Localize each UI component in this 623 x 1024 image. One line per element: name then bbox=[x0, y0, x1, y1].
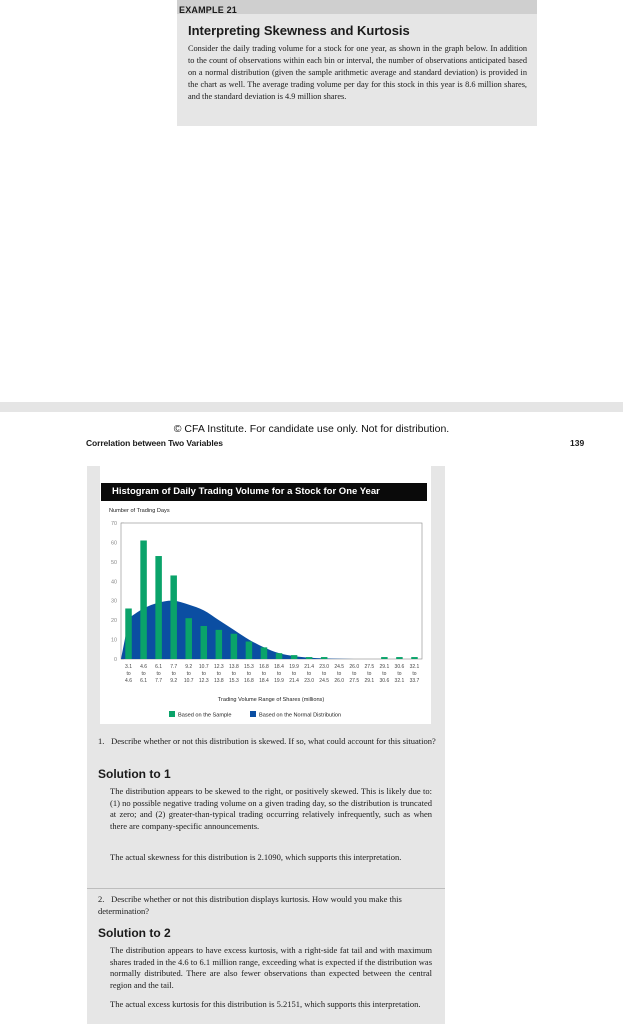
chart-title: Histogram of Daily Trading Volume for a Stock for One Year bbox=[101, 483, 427, 501]
x-tick-connector: to bbox=[171, 671, 176, 677]
x-tick-connector: to bbox=[382, 671, 387, 677]
x-tick-to: 6.1 bbox=[140, 678, 148, 684]
page-separator bbox=[0, 402, 623, 412]
x-tick-connector: to bbox=[367, 671, 372, 677]
example-box bbox=[177, 0, 537, 126]
question-1-number: 1. bbox=[98, 736, 105, 746]
x-tick-connector: to bbox=[216, 671, 221, 677]
x-tick-connector: to bbox=[276, 671, 282, 677]
x-tick-to: 29.1 bbox=[364, 678, 375, 684]
sample-bar bbox=[291, 655, 298, 659]
x-tick-to: 26.0 bbox=[334, 678, 345, 684]
x-tick-connector: to bbox=[261, 671, 267, 677]
y-axis-label: Number of Trading Days bbox=[109, 508, 170, 514]
previous-page bbox=[0, 0, 623, 402]
example-label: EXAMPLE 21 bbox=[179, 5, 238, 15]
x-tick-from: 7.7 bbox=[170, 664, 178, 670]
y-tick-label: 70 bbox=[111, 521, 117, 527]
divider bbox=[87, 888, 445, 889]
legend-swatch-normal bbox=[250, 711, 256, 717]
sample-bar bbox=[170, 575, 177, 659]
x-tick-connector: to bbox=[201, 671, 206, 677]
x-tick-to: 16.8 bbox=[244, 678, 254, 684]
sample-bar bbox=[155, 556, 162, 659]
x-tick-connector: to bbox=[231, 671, 236, 677]
solution-2-para-1: The distribution appears to have excess kurtosis, with a right-side fat tail and with maximum shares traded in the 4.6 to 6.1 million range, exceeding what is expected if the distribution was normally distributed. There are also fewer observations than expected between the central region and the tail. bbox=[110, 945, 432, 990]
sample-bar bbox=[185, 618, 192, 659]
solution-1-title: Solution to 1 bbox=[98, 767, 171, 781]
x-tick-from: 3.1 bbox=[125, 664, 133, 670]
x-tick-to: 9.2 bbox=[170, 678, 178, 684]
solution-1-para-2: The actual skewness for this distribution is 2.1090, which supports this interpretation. bbox=[110, 852, 402, 862]
x-tick-from: 23.0 bbox=[319, 664, 330, 670]
histogram-chart bbox=[100, 500, 430, 725]
x-tick-from: 27.5 bbox=[364, 664, 375, 670]
example-header bbox=[177, 0, 537, 14]
y-tick-label: 60 bbox=[111, 540, 117, 547]
legend-label-sample: Based on the Sample bbox=[178, 712, 232, 719]
x-tick-to: 30.6 bbox=[379, 678, 390, 684]
sample-bar bbox=[231, 634, 238, 659]
x-tick-to: 7.7 bbox=[155, 678, 163, 684]
y-tick-label: 20 bbox=[111, 618, 117, 625]
sample-bar bbox=[261, 647, 268, 659]
x-tick-from: 9.2 bbox=[185, 664, 193, 670]
running-head: Correlation between Two Variables bbox=[86, 438, 223, 448]
x-tick-from: 18.4 bbox=[274, 664, 284, 670]
x-tick-connector: to bbox=[397, 671, 402, 677]
x-tick-connector: to bbox=[141, 671, 146, 677]
sample-bar bbox=[140, 540, 147, 659]
sample-bar bbox=[306, 657, 313, 659]
x-tick-to: 21.4 bbox=[289, 678, 299, 684]
x-tick-to: 12.3 bbox=[198, 678, 209, 684]
x-tick-to: 19.9 bbox=[274, 678, 284, 684]
x-tick-to: 24.5 bbox=[319, 678, 330, 684]
x-tick-to: 18.4 bbox=[259, 678, 269, 684]
x-tick-from: 16.8 bbox=[259, 664, 269, 670]
x-tick-from: 32.1 bbox=[409, 664, 420, 670]
x-axis-label: Trading Volume Range of Shares (millions) bbox=[217, 697, 325, 703]
solution-2-title: Solution to 2 bbox=[98, 926, 171, 940]
x-tick-to: 33.7 bbox=[409, 678, 420, 684]
sample-bar bbox=[381, 657, 388, 659]
x-tick-connector: to bbox=[322, 671, 327, 677]
sample-bar bbox=[321, 657, 328, 659]
y-tick-label: 40 bbox=[111, 579, 117, 586]
watermark: © CFA Institute. For candidate use only. Not for distribution. bbox=[173, 423, 450, 435]
x-tick-to: 23.0 bbox=[304, 678, 314, 684]
sample-bar bbox=[201, 626, 208, 659]
sample-bar bbox=[216, 630, 223, 659]
sample-bar bbox=[246, 642, 253, 659]
y-tick-label: 0 bbox=[114, 657, 117, 663]
y-tick-label: 10 bbox=[111, 637, 117, 644]
x-tick-connector: to bbox=[126, 671, 131, 677]
x-tick-connector: to bbox=[291, 671, 297, 677]
x-tick-from: 24.5 bbox=[334, 664, 345, 670]
x-tick-connector: to bbox=[307, 671, 312, 677]
x-tick-to: 32.1 bbox=[394, 678, 405, 684]
y-tick-label: 30 bbox=[111, 598, 117, 605]
page-number: 139 bbox=[570, 438, 585, 448]
x-tick-connector: to bbox=[156, 671, 161, 677]
question-2-text: Describe whether or not this distribution displays kurtosis. How would you make this determination? bbox=[98, 894, 402, 916]
sample-bar bbox=[411, 657, 418, 659]
x-tick-from: 29.1 bbox=[379, 664, 390, 670]
legend-label-normal: Based on the Normal Distribution bbox=[259, 712, 342, 719]
x-tick-from: 15.3 bbox=[244, 664, 254, 670]
x-tick-from: 6.1 bbox=[155, 664, 163, 670]
x-tick-from: 10.7 bbox=[198, 664, 209, 670]
x-tick-from: 30.6 bbox=[394, 664, 405, 670]
solution-2-para-2: The actual excess kurtosis for this distribution is 5.2151, which supports this interpretation. bbox=[110, 999, 421, 1009]
x-tick-to: 4.6 bbox=[125, 678, 133, 684]
x-tick-connector: to bbox=[246, 671, 252, 677]
sample-bar bbox=[125, 608, 131, 659]
question-2 bbox=[98, 894, 438, 917]
x-tick-to: 27.5 bbox=[349, 678, 360, 684]
x-tick-from: 4.6 bbox=[140, 664, 148, 670]
solution-1-para-1: The distribution appears to be skewed to the right, or positively skewed. This is likely due to: (1) no possible negative trading volume on a given trading day, so the distribution is truncated at zero; and (2) greater-than-typical trading occurring relatively infrequently, such as when there are company-specific announcements. bbox=[110, 786, 432, 831]
x-axis bbox=[125, 664, 420, 684]
legend-swatch-sample bbox=[169, 711, 175, 717]
sample-bar bbox=[396, 657, 403, 659]
x-tick-from: 13.8 bbox=[229, 664, 239, 670]
x-tick-from: 12.3 bbox=[213, 664, 224, 670]
x-tick-to: 13.8 bbox=[213, 678, 224, 684]
x-tick-from: 26.0 bbox=[349, 664, 360, 670]
x-tick-connector: to bbox=[337, 671, 342, 677]
x-tick-connector: to bbox=[352, 671, 357, 677]
x-tick-to: 10.7 bbox=[183, 678, 194, 684]
question-1 bbox=[98, 736, 438, 748]
question-1-text: Describe whether or not this distribution is skewed. If so, what could account for this situation? bbox=[111, 736, 436, 746]
sample-bar bbox=[276, 653, 283, 659]
legend bbox=[169, 711, 341, 719]
x-tick-connector: to bbox=[412, 671, 417, 677]
x-tick-from: 21.4 bbox=[304, 664, 314, 670]
x-tick-connector: to bbox=[186, 671, 191, 677]
example-body: Consider the daily trading volume for a stock for one year, as shown in the graph below. In addition to the count of observations within each bin or interval, the number of observations anticipated based on a normal distribution (given the sample arithmetic average and standard deviation) is provided in the chart as well. The average trading volume per day for this stock in this year is 8.6 million shares, and the standard deviation is 4.9 million shares. bbox=[188, 44, 527, 101]
question-2-number: 2. bbox=[98, 894, 105, 904]
x-tick-from: 19.9 bbox=[289, 664, 299, 670]
example-title: Interpreting Skewness and Kurtosis bbox=[188, 23, 410, 38]
y-tick-label: 50 bbox=[111, 559, 117, 566]
x-tick-to: 15.3 bbox=[229, 678, 239, 684]
